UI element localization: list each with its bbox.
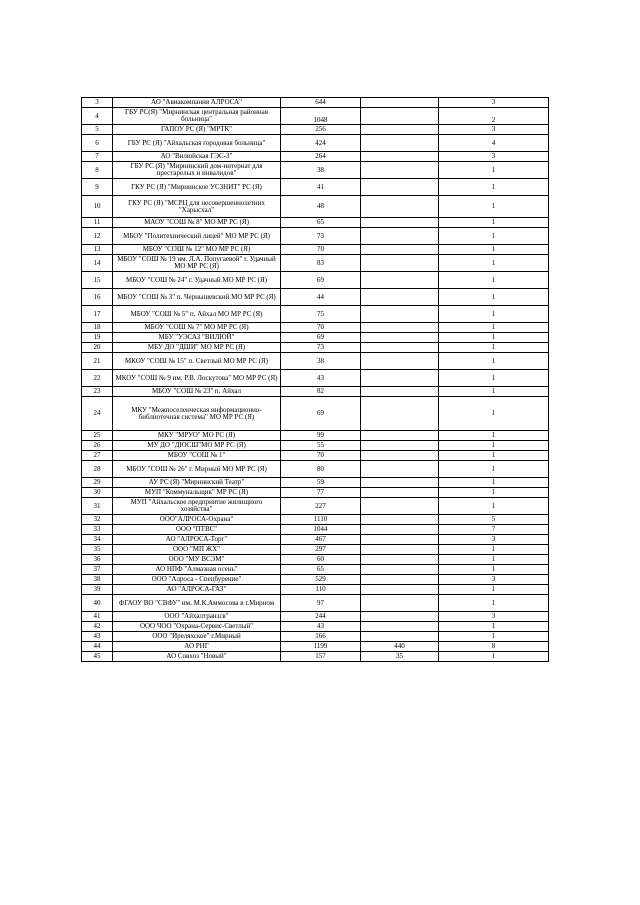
value-column-3-cell: 1 [439, 622, 549, 632]
organization-name-cell: ГБУ РС (Я) "Мирнинский дом-интернат для престарелых и инвалидов" [113, 162, 281, 179]
organization-name-cell: МБОУ "СОШ № 19 им. Л.А. Попугаевой" г. Удачный МО МР РС (Я) [113, 255, 281, 272]
table-row [82, 622, 549, 632]
row-number-cell: 42 [82, 622, 113, 632]
table-row [82, 565, 549, 575]
value-column-1-cell: 424 [281, 135, 361, 152]
row-number-cell: 3 [82, 98, 113, 108]
value-column-2-cell [361, 585, 439, 595]
organization-name-cell: ООО "ПТВС" [113, 525, 281, 535]
row-number-cell: 35 [82, 545, 113, 555]
value-column-2-cell [361, 451, 439, 461]
value-column-3-cell: 1 [439, 498, 549, 515]
organization-name-cell: ООО "МП ЖХ" [113, 545, 281, 555]
value-column-1-cell: 1110 [281, 515, 361, 525]
row-number-cell: 29 [82, 478, 113, 488]
table-row [82, 515, 549, 525]
value-column-3-cell: 1 [439, 196, 549, 218]
table-row [82, 343, 549, 353]
organization-name-cell: МБОУ "Политехнический лицей" МО МР РС (Я) [113, 228, 281, 245]
organization-name-cell: ГБУ РС (Я) "Айхальская городовая больница" [113, 135, 281, 152]
row-number-cell: 25 [82, 431, 113, 441]
value-column-3-cell: 1 [439, 478, 549, 488]
value-column-2-cell [361, 431, 439, 441]
value-column-2-cell [361, 595, 439, 612]
value-column-2-cell [361, 575, 439, 585]
table-row [82, 575, 549, 585]
row-number-cell: 30 [82, 488, 113, 498]
table-row [82, 353, 549, 370]
row-number-cell: 10 [82, 196, 113, 218]
organization-name-cell: АО "АЛРОСА-Торг" [113, 535, 281, 545]
organization-name-cell: МБОУ "СОШ № 7" МО МР РС (Я) [113, 323, 281, 333]
value-column-1-cell: 99 [281, 431, 361, 441]
table-row [82, 545, 549, 555]
organization-name-cell: МБОУ "СОШ № 26" г. Мирный МО МР РС (Я) [113, 461, 281, 478]
value-column-1-cell: 529 [281, 575, 361, 585]
value-column-1-cell: 70 [281, 323, 361, 333]
value-column-2-cell [361, 555, 439, 565]
value-column-2-cell [361, 125, 439, 135]
value-column-3-cell: 1 [439, 370, 549, 387]
value-column-1-cell: 1199 [281, 642, 361, 652]
organization-name-cell: МАОУ "СОШ № 8" МО МР РС (Я) [113, 218, 281, 228]
organization-name-cell: МБУ "УЭСАЗ "ВИЛЮЙ" [113, 333, 281, 343]
table-row [82, 612, 549, 622]
table-row [82, 397, 549, 431]
value-column-1-cell: 644 [281, 98, 361, 108]
value-column-3-cell: 1 [439, 333, 549, 343]
row-number-cell: 40 [82, 595, 113, 612]
row-number-cell: 6 [82, 135, 113, 152]
value-column-1-cell: 1048 [281, 108, 361, 125]
value-column-3-cell: 1 [439, 228, 549, 245]
value-column-1-cell: 166 [281, 632, 361, 642]
value-column-3-cell: 1 [439, 397, 549, 431]
value-column-1-cell: 77 [281, 488, 361, 498]
table-row [82, 162, 549, 179]
organization-name-cell: ООО"АЛРОСА-Охрана" [113, 515, 281, 525]
row-number-cell: 39 [82, 585, 113, 595]
row-number-cell: 31 [82, 498, 113, 515]
value-column-3-cell: 1 [439, 652, 549, 662]
value-column-3-cell: 1 [439, 555, 549, 565]
value-column-1-cell: 157 [281, 652, 361, 662]
table-row [82, 370, 549, 387]
value-column-2-cell [361, 162, 439, 179]
table-row [82, 125, 549, 135]
row-number-cell: 41 [82, 612, 113, 622]
value-column-2-cell [361, 488, 439, 498]
value-column-1-cell: 59 [281, 478, 361, 488]
table-row [82, 387, 549, 397]
row-number-cell: 43 [82, 632, 113, 642]
value-column-2-cell [361, 498, 439, 515]
value-column-2-cell [361, 333, 439, 343]
value-column-2-cell [361, 272, 439, 289]
value-column-1-cell: 97 [281, 595, 361, 612]
value-column-2-cell [361, 622, 439, 632]
value-column-1-cell: 70 [281, 245, 361, 255]
row-number-cell: 19 [82, 333, 113, 343]
value-column-3-cell: 4 [439, 135, 549, 152]
value-column-1-cell: 467 [281, 535, 361, 545]
table-row [82, 555, 549, 565]
table-row [82, 525, 549, 535]
row-number-cell: 8 [82, 162, 113, 179]
organization-name-cell: АО "Авиакомпания АЛРОСА" [113, 98, 281, 108]
row-number-cell: 20 [82, 343, 113, 353]
value-column-2-cell [361, 245, 439, 255]
table-row [82, 441, 549, 451]
row-number-cell: 22 [82, 370, 113, 387]
value-column-1-cell: 48 [281, 196, 361, 218]
organization-name-cell: МБОУ "СОШ № 5" п. Айхал МО МР РС (Я) [113, 306, 281, 323]
value-column-1-cell: 43 [281, 370, 361, 387]
row-number-cell: 27 [82, 451, 113, 461]
value-column-3-cell: 1 [439, 545, 549, 555]
organization-name-cell: МКУ "Межпоселенческая информационно-библиотечная система" МО МР РС (Я) [113, 397, 281, 431]
value-column-1-cell: 227 [281, 498, 361, 515]
value-column-2-cell: 440 [361, 642, 439, 652]
table-row [82, 108, 549, 125]
value-column-2-cell [361, 565, 439, 575]
value-column-1-cell: 65 [281, 218, 361, 228]
value-column-3-cell: 1 [439, 162, 549, 179]
value-column-3-cell: 1 [439, 461, 549, 478]
value-column-1-cell: 110 [281, 585, 361, 595]
row-number-cell: 34 [82, 535, 113, 545]
value-column-2-cell: 35 [361, 652, 439, 662]
value-column-2-cell [361, 343, 439, 353]
value-column-3-cell: 5 [439, 515, 549, 525]
value-column-1-cell: 55 [281, 441, 361, 451]
table-row [82, 585, 549, 595]
value-column-1-cell: 38 [281, 353, 361, 370]
value-column-2-cell [361, 525, 439, 535]
row-number-cell: 9 [82, 179, 113, 196]
value-column-3-cell: 1 [439, 323, 549, 333]
value-column-3-cell: 3 [439, 535, 549, 545]
organization-name-cell: ООО "МУ ВСЭМ" [113, 555, 281, 565]
value-column-3-cell: 1 [439, 353, 549, 370]
row-number-cell: 37 [82, 565, 113, 575]
table-row [82, 488, 549, 498]
value-column-3-cell: 1 [439, 595, 549, 612]
table-row [82, 431, 549, 441]
organization-name-cell: ФГАОУ ВО "СВФУ" им. М.К.Аммосова в г.Мирном [113, 595, 281, 612]
organization-name-cell: МУП "Айхальское предприятие жилищного хозяйства" [113, 498, 281, 515]
value-column-1-cell: 256 [281, 125, 361, 135]
row-number-cell: 13 [82, 245, 113, 255]
value-column-2-cell [361, 515, 439, 525]
organization-name-cell: МКОУ "СОШ № 9 им. Р.В. Лоскутова" МО МР РС (Я) [113, 370, 281, 387]
table-row [82, 451, 549, 461]
value-column-2-cell [361, 397, 439, 431]
value-column-1-cell: 83 [281, 255, 361, 272]
organization-name-cell: АУ РС (Я) "Мирнинский Театр" [113, 478, 281, 488]
organization-name-cell: МБОУ "СОШ № 12" МО МР РС (Я) [113, 245, 281, 255]
table-row [82, 179, 549, 196]
value-column-1-cell: 38 [281, 162, 361, 179]
value-column-1-cell: 1044 [281, 525, 361, 535]
value-column-3-cell: 1 [439, 431, 549, 441]
value-column-3-cell: 1 [439, 387, 549, 397]
organization-name-cell: ГБУ РС(Я) "Мирнинская центральная районная больница" [113, 108, 281, 125]
table-row [82, 196, 549, 218]
row-number-cell: 28 [82, 461, 113, 478]
value-column-2-cell [361, 370, 439, 387]
organization-name-cell: МУ ДО "ДЮСШ"МО МР РС (Я) [113, 441, 281, 451]
organization-name-cell: ГАПОУ РС (Я) "МРТК" [113, 125, 281, 135]
value-column-1-cell: 297 [281, 545, 361, 555]
value-column-2-cell [361, 632, 439, 642]
organization-name-cell: МБОУ "СОШ № 3" п. Чернышевский МО МР РС (Я) [113, 289, 281, 306]
table-row [82, 289, 549, 306]
table-row [82, 306, 549, 323]
employers-table [81, 97, 549, 662]
value-column-3-cell: 3 [439, 125, 549, 135]
value-column-1-cell: 73 [281, 343, 361, 353]
row-number-cell: 33 [82, 525, 113, 535]
organization-name-cell: МБОУ "СОШ № 23" п. Айхал [113, 387, 281, 397]
row-number-cell: 18 [82, 323, 113, 333]
value-column-3-cell: 1 [439, 272, 549, 289]
value-column-1-cell: 82 [281, 387, 361, 397]
value-column-3-cell: 7 [439, 525, 549, 535]
table-row [82, 98, 549, 108]
table-row [82, 245, 549, 255]
value-column-1-cell: 41 [281, 179, 361, 196]
value-column-3-cell: 1 [439, 343, 549, 353]
value-column-2-cell [361, 135, 439, 152]
row-number-cell: 11 [82, 218, 113, 228]
value-column-3-cell: 3 [439, 612, 549, 622]
value-column-3-cell: 1 [439, 585, 549, 595]
value-column-3-cell: 1 [439, 565, 549, 575]
row-number-cell: 44 [82, 642, 113, 652]
value-column-1-cell: 80 [281, 461, 361, 478]
table-row [82, 642, 549, 652]
value-column-3-cell: 1 [439, 245, 549, 255]
row-number-cell: 36 [82, 555, 113, 565]
row-number-cell: 12 [82, 228, 113, 245]
table-row [82, 632, 549, 642]
value-column-2-cell [361, 152, 439, 162]
table-row [82, 218, 549, 228]
table-row [82, 595, 549, 612]
table-row [82, 228, 549, 245]
row-number-cell: 17 [82, 306, 113, 323]
table-row [82, 478, 549, 488]
table-body [82, 98, 549, 662]
organization-name-cell: АО НПФ "Алмазная осень" [113, 565, 281, 575]
row-number-cell: 14 [82, 255, 113, 272]
table-row [82, 323, 549, 333]
row-number-cell: 5 [82, 125, 113, 135]
row-number-cell: 21 [82, 353, 113, 370]
row-number-cell: 45 [82, 652, 113, 662]
value-column-2-cell [361, 289, 439, 306]
value-column-1-cell: 70 [281, 451, 361, 461]
row-number-cell: 15 [82, 272, 113, 289]
value-column-2-cell [361, 98, 439, 108]
value-column-1-cell: 43 [281, 622, 361, 632]
value-column-3-cell: 1 [439, 488, 549, 498]
value-column-1-cell: 75 [281, 306, 361, 323]
value-column-1-cell: 244 [281, 612, 361, 622]
row-number-cell: 23 [82, 387, 113, 397]
value-column-2-cell [361, 108, 439, 125]
value-column-3-cell: 1 [439, 451, 549, 461]
value-column-2-cell [361, 179, 439, 196]
value-column-1-cell: 60 [281, 555, 361, 565]
value-column-3-cell: 3 [439, 98, 549, 108]
value-column-2-cell [361, 196, 439, 218]
value-column-1-cell: 69 [281, 333, 361, 343]
value-column-1-cell: 69 [281, 397, 361, 431]
organization-name-cell: ГКУ РС (Я) "МСРЦ для несовершеннолетних "Харысхал" [113, 196, 281, 218]
table-row [82, 461, 549, 478]
table-row [82, 135, 549, 152]
row-number-cell: 7 [82, 152, 113, 162]
value-column-2-cell [361, 461, 439, 478]
value-column-2-cell [361, 228, 439, 245]
organization-name-cell: ООО "Алроса - Спецбурение" [113, 575, 281, 585]
value-column-2-cell [361, 441, 439, 451]
value-column-3-cell: 1 [439, 306, 549, 323]
organization-name-cell: АО РНГ [113, 642, 281, 652]
row-number-cell: 16 [82, 289, 113, 306]
organization-name-cell: ООО ЧОО "Охрана-Сервис-Светлый" [113, 622, 281, 632]
value-column-2-cell [361, 387, 439, 397]
organization-name-cell: МБОУ "СОШ № 24" г. Удачный МО МР РС (Я) [113, 272, 281, 289]
organization-name-cell: ООО "Иреляхское" г.Мирный [113, 632, 281, 642]
row-number-cell: 26 [82, 441, 113, 451]
value-column-3-cell: 3 [439, 575, 549, 585]
organization-name-cell: МБОУ "СОШ № 1" [113, 451, 281, 461]
value-column-2-cell [361, 545, 439, 555]
organization-name-cell: МКОУ "СОШ № 15" п. Светлый МО МР РС (Я) [113, 353, 281, 370]
table-row [82, 272, 549, 289]
value-column-2-cell [361, 255, 439, 272]
organization-name-cell: МБУ ДО "ДШИ" МО МР РС (Я) [113, 343, 281, 353]
value-column-3-cell: 8 [439, 642, 549, 652]
value-column-2-cell [361, 353, 439, 370]
table-row [82, 152, 549, 162]
value-column-2-cell [361, 323, 439, 333]
table-row [82, 535, 549, 545]
row-number-cell: 4 [82, 108, 113, 125]
table-row [82, 255, 549, 272]
row-number-cell: 32 [82, 515, 113, 525]
row-number-cell: 38 [82, 575, 113, 585]
value-column-3-cell: 1 [439, 218, 549, 228]
value-column-1-cell: 264 [281, 152, 361, 162]
value-column-2-cell [361, 478, 439, 488]
value-column-1-cell: 73 [281, 228, 361, 245]
value-column-1-cell: 65 [281, 565, 361, 575]
table-row [82, 498, 549, 515]
value-column-3-cell: 1 [439, 632, 549, 642]
value-column-1-cell: 44 [281, 289, 361, 306]
value-column-2-cell [361, 535, 439, 545]
value-column-3-cell: 1 [439, 441, 549, 451]
organization-name-cell: АО Совхоз "Новый" [113, 652, 281, 662]
value-column-3-cell: 1 [439, 255, 549, 272]
organization-name-cell: МУП "Коммунальщик" МР РС (Я) [113, 488, 281, 498]
organization-name-cell: АО "АЛРОСА-ГАЗ" [113, 585, 281, 595]
value-column-2-cell [361, 306, 439, 323]
value-column-3-cell: 1 [439, 289, 549, 306]
table-row [82, 333, 549, 343]
value-column-3-cell: 2 [439, 108, 549, 125]
value-column-2-cell [361, 218, 439, 228]
organization-name-cell: МКУ "МРУО" МО РС (Я) [113, 431, 281, 441]
value-column-1-cell: 69 [281, 272, 361, 289]
organization-name-cell: ГКУ РС (Я) "Мирнинское УСЗНИТ" РС (Я) [113, 179, 281, 196]
value-column-3-cell: 3 [439, 152, 549, 162]
organization-name-cell: ООО "Айхалтранзсв" [113, 612, 281, 622]
value-column-3-cell: 1 [439, 179, 549, 196]
organization-name-cell: АО "Вилюйская ГЭС-3" [113, 152, 281, 162]
table-row [82, 652, 549, 662]
value-column-2-cell [361, 612, 439, 622]
row-number-cell: 24 [82, 397, 113, 431]
